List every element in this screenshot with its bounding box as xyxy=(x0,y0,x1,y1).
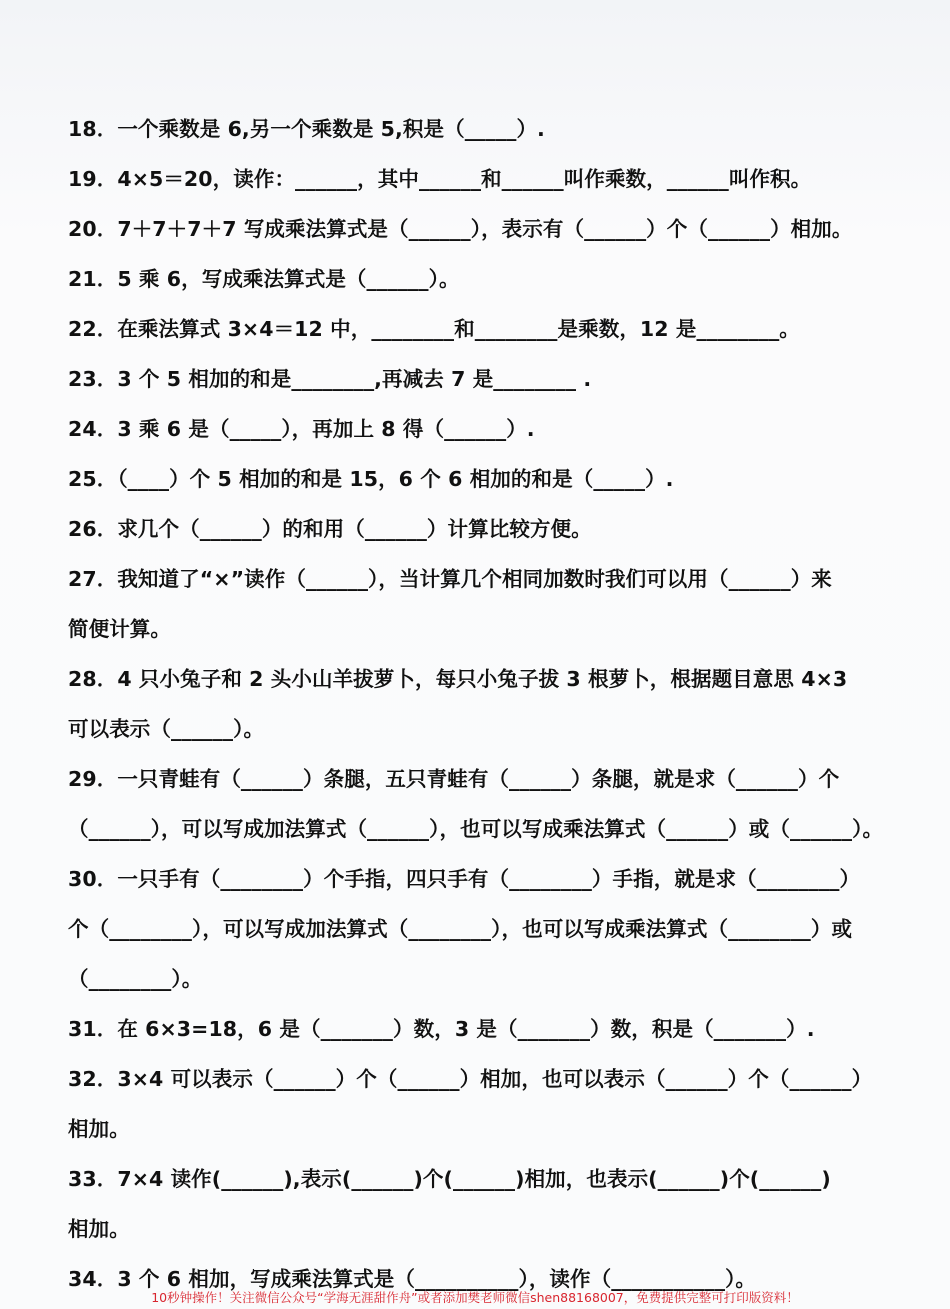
question-line: 相加。 xyxy=(68,1217,130,1241)
question-line: 34．3 个 6 相加，写成乘法算式是（__________），读作（___________）。 xyxy=(68,1267,757,1291)
question-line: 26．求几个（______）的和用（______）计算比较方便。 xyxy=(68,517,592,541)
question-list xyxy=(68,104,898,1304)
question-line: 18．一个乘数是 6,另一个乘数是 5,积是（_____）. xyxy=(68,117,545,141)
question-line: 22．在乘法算式 3×4＝12 中，________和________是乘数，12 是________。 xyxy=(68,317,800,341)
question-line: 19．4×5＝20，读作：______，其中______和______叫作乘数，______叫作积。 xyxy=(68,167,812,191)
question-line: 30．一只手有（________）个手指，四只手有（________）手指，就是求（________） xyxy=(68,867,861,891)
question-line: 28．4 只小兔子和 2 头小山羊拔萝卜，每只小兔子拔 3 根萝卜，根据题目意思 4×3 xyxy=(68,667,848,691)
question-line: （________）。 xyxy=(68,967,203,991)
question-line: 31．在 6×3=18，6 是（_______）数，3 是（_______）数，积是（_______）. xyxy=(68,1017,815,1041)
question-line: 24．3 乘 6 是（_____），再加上 8 得（______）. xyxy=(68,417,535,441)
question-line: 21．5 乘 6，写成乘法算式是（______）。 xyxy=(68,267,460,291)
question-line: 23．3 个 5 相加的和是________,再减去 7 是________ . xyxy=(68,367,592,391)
question-line: 29．一只青蛙有（______）条腿，五只青蛙有（______）条腿，就是求（______）个 xyxy=(68,767,840,791)
question-line: （______），可以写成加法算式（______），也可以写成乘法算式（______）或（______）。 xyxy=(68,817,884,841)
question-line: 33．7×4 读作(______),表示(______)个(______)相加，也表示(______)个(______) xyxy=(68,1167,831,1191)
footer-banner: 10秒钟操作！关注微信公众号“学海无涯甜作舟”或者添加樊老师微信shen88168007，免费提供完整可打印版资料！ xyxy=(151,1290,799,1305)
question-line: 27．我知道了“×”读作（______），当计算几个相同加数时我们可以用（______）来 xyxy=(68,567,832,591)
question-line: 25．（____）个 5 相加的和是 15，6 个 6 相加的和是（_____）. xyxy=(68,467,674,491)
question-line: 简便计算。 xyxy=(68,617,171,641)
question-line: 相加。 xyxy=(68,1117,130,1141)
question-line: 个（________），可以写成加法算式（________），也可以写成乘法算式（________）或 xyxy=(68,917,853,941)
question-line: 20．7＋7＋7＋7 写成乘法算式是（______），表示有（______）个（______）相加。 xyxy=(68,217,853,241)
question-line: 可以表示（______）。 xyxy=(68,717,265,741)
question-line: 32．3×4 可以表示（______）个（______）相加，也可以表示（______）个（______） xyxy=(68,1067,873,1091)
